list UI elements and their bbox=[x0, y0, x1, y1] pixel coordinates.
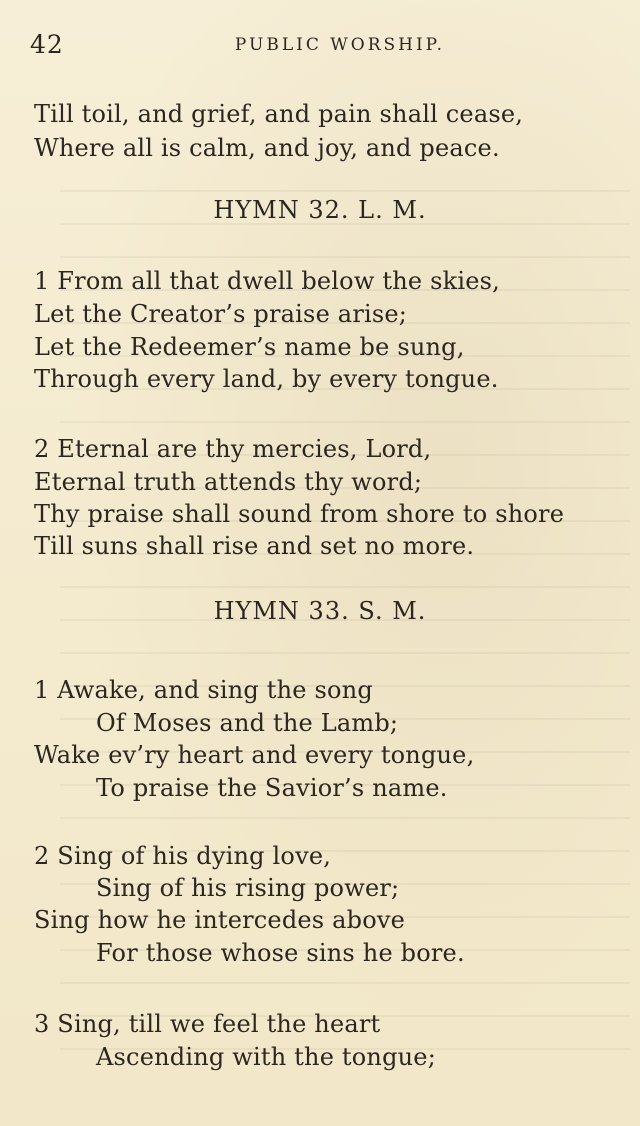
verse-line: 3 Sing, till we feel the heart bbox=[34, 1010, 381, 1038]
verse-line: 1 From all that dwell below the skies, bbox=[34, 267, 501, 295]
running-head: PUBLIC WORSHIP. bbox=[234, 35, 446, 55]
verse-line: Sing how he intercedes above bbox=[34, 906, 406, 934]
hymn-32-title: HYMN 32. L. M. bbox=[213, 196, 427, 224]
verse-line: For those whose sins he bore. bbox=[96, 939, 465, 967]
verse-line: Eternal truth attends thy word; bbox=[34, 468, 423, 496]
verse-line: Thy praise shall sound from shore to shore bbox=[34, 500, 565, 528]
hymn-33-title: HYMN 33. S. M. bbox=[213, 597, 427, 625]
verse-line: Through every land, by every tongue. bbox=[34, 365, 499, 393]
verse-line: 1 Awake, and sing the song bbox=[34, 676, 373, 704]
verse-line: Let the Redeemer’s name be sung, bbox=[34, 333, 465, 361]
verse-line: Let the Creator’s praise arise; bbox=[34, 300, 408, 328]
page-header bbox=[0, 28, 640, 68]
verse-line: Till toil, and grief, and pain shall cease, bbox=[34, 100, 524, 128]
verse-line: Of Moses and the Lamb; bbox=[96, 709, 399, 737]
verse-line: Till suns shall rise and set no more. bbox=[34, 532, 475, 560]
verse-line: To praise the Savior’s name. bbox=[96, 774, 448, 802]
verse-line: 2 Eternal are thy mercies, Lord, bbox=[34, 435, 432, 463]
verse-line: 2 Sing of his dying love, bbox=[34, 842, 332, 870]
page-number: 42 bbox=[30, 30, 64, 59]
verse-line: Wake ev’ry heart and every tongue, bbox=[34, 741, 475, 769]
verse-line: Sing of his rising power; bbox=[96, 874, 400, 902]
verse-line: Ascending with the tongue; bbox=[96, 1043, 436, 1071]
verse-line: Where all is calm, and joy, and peace. bbox=[34, 134, 500, 162]
